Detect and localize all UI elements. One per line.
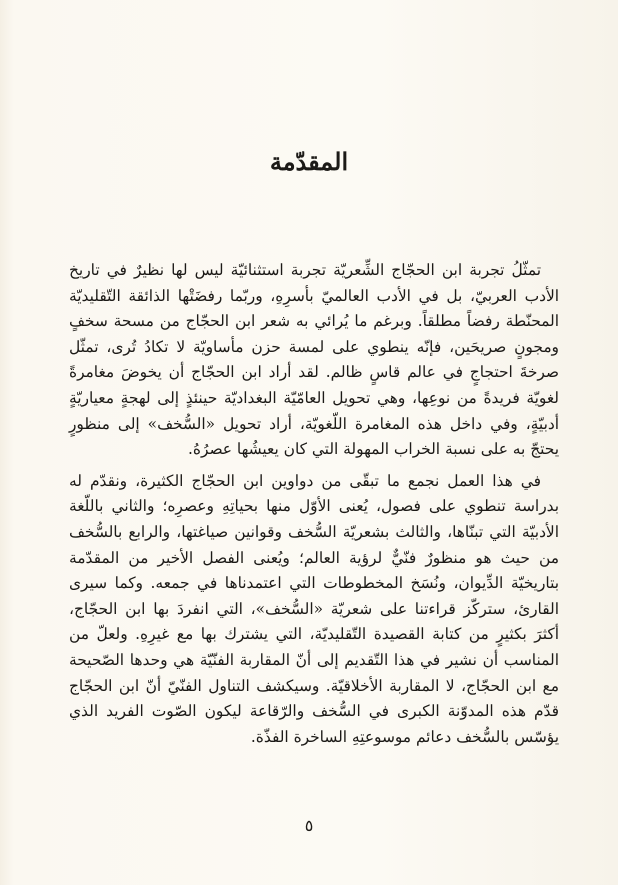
page-title: المقدّمة: [269, 147, 349, 176]
introduction-text: [69, 258, 559, 750]
page-number: ٥: [304, 816, 314, 835]
paragraph-2: في هذا العمل نجمع ما تبقّى من دواوين ابن الحجّاج الكثيرة، ونقدّم له بدراسة تنطوي على فصول، يُعنى الأوّل منها بحياتِهِ وعصرِه؛ والثاني باللّغة الأدبيّة التي تبنّاها، والثالث بشعريّة السُّخف وقوانين صياغتها، والرابع بالسُّخف من حيث هو منظورٌ فنّيٌّ لرؤية العالم؛ ويُعنى الفصل الأخير من المقدّمة بتاريخيّة الدِّيوان، ونُسَخ المخطوطات التي اعتمدناها في جمعه. وكما سيرى القارئ، ستركّز قراءتنا على شعريّة «السُّخف»، التي انفردَ بها ابن الحجّاج، أكثرَ بكثيرٍ من كتابة القصيدة التّقليديّة، التي يشترك بها مع غيرِهِ. ولعلّ من المناسب أن نشير في هذا التّقديم إلى أنّ المقاربة الفنّيّة هي وحدها الصّحيحة مع ابن الحجّاج، لا المقاربة الأخلاقيّة. وسيكشف التناول الفنّيّ أنّ ابن الحجّاج قدّم هذه المدوّنة الكبرى في السُّخف والرّقاعة ليكون الصّوت الفريد الذي يؤسّس بالسُّخف دعائم موسوعتِهِ الساخرة الفذّة.: [69, 471, 559, 746]
paragraph-1: تمثّلُ تجربة ابن الحجّاج الشِّعريّة تجربة استثنائيّة ليس لها نظيرٌ في تاريخ الأدب العربيّ، بل في الأدب العالميّ بأسرِهِ، وربّما رفضَتْها الذائقة التّقليديّة المحنّطة رفضاً مطلقاً. وبرغم ما يُرائي به شعر ابن الحجّاج من مسحة سخفٍ ومجونٍ صريحَين، فإنّه ينطوي على لمسة حزن مأساويّة لا تكادُ تُرى، تمثّل صرخةَ احتجاجٍ في عالم قاسٍ ظالم. لقد أراد ابن الحجّاج أن يخوضَ مغامرةً لغويّة فريدةً من نوعِها، وهي تحويل العامّيّة البغداديّة حينئذٍ إلى لهجةٍ معياريّةٍ أدبيّةٍ، وفي داخل هذه المغامرة اللّغويّة، أراد تحويل «السُّخف» إلى منظورٍ يحتجّ به على نسبة الخراب المهولة التي كان يعيشُها عصرُهُ.: [69, 261, 559, 459]
